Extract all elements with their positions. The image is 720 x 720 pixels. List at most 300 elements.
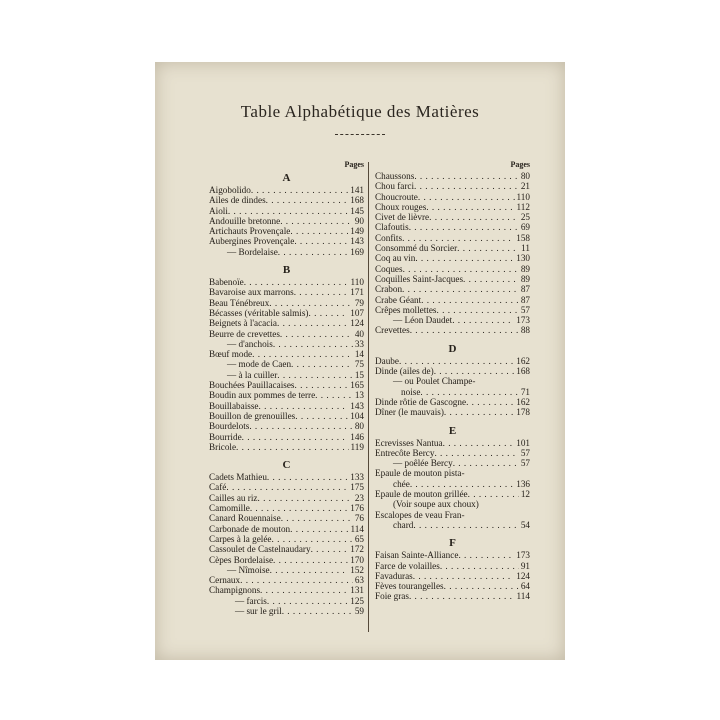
- page-number: 114: [350, 523, 364, 534]
- entry-name: Coq au vin: [375, 253, 416, 264]
- page-number: 87: [520, 294, 530, 305]
- page-number: 112: [516, 201, 530, 212]
- leader-dots: [443, 438, 515, 448]
- page-number: 59: [354, 605, 364, 616]
- leader-dots: [453, 458, 519, 468]
- page-number: 170: [350, 554, 364, 565]
- leader-dots: [294, 380, 348, 390]
- page-number: 63: [354, 575, 364, 586]
- index-entry: [375, 376, 530, 386]
- index-entry: [209, 359, 364, 369]
- leader-dots: [242, 432, 349, 442]
- page-number: 65: [354, 533, 364, 544]
- entry-name: Crêpes mollettes: [375, 304, 437, 315]
- page-number: 88: [520, 325, 530, 336]
- page-number: 125: [350, 595, 364, 606]
- page-number: 130: [516, 253, 530, 264]
- leader-dots: [415, 253, 514, 263]
- page-number: 15: [354, 369, 364, 380]
- index-entry: [375, 356, 530, 366]
- index-entry: [375, 561, 530, 571]
- book-page: [155, 62, 565, 660]
- leader-dots: [267, 596, 348, 606]
- page-number: 80: [354, 421, 364, 432]
- index-entry: [209, 544, 364, 554]
- page-number: [528, 510, 530, 520]
- leader-dots: [426, 202, 514, 212]
- leader-dots: [250, 503, 348, 513]
- leader-dots: [236, 442, 349, 452]
- entry-name: Cèpes Bordelaise: [209, 554, 274, 565]
- index-entry: [209, 318, 364, 328]
- index-entry: [209, 555, 364, 565]
- index-entry: [375, 489, 530, 499]
- page-number: 171: [350, 287, 364, 298]
- leader-dots: [403, 264, 519, 274]
- index-entry: [375, 448, 530, 458]
- index-entry: [209, 226, 364, 236]
- entry-name: Crevettes: [375, 325, 410, 336]
- entry-name: Cassoulet de Castelnaudary: [209, 544, 311, 555]
- entry-name: Coques: [375, 263, 403, 274]
- entry-name: Epaule de mouton pista-: [375, 468, 465, 479]
- index-entry: [209, 482, 364, 492]
- entry-name: Fèves tourangelles: [375, 581, 444, 592]
- page-number: 143: [350, 400, 364, 411]
- leader-dots: [272, 534, 353, 544]
- page-number: 23: [354, 492, 364, 503]
- page-number: 21: [520, 181, 530, 192]
- index-entry: [209, 339, 364, 349]
- page-number: 14: [354, 349, 364, 360]
- index-entry: [209, 206, 364, 216]
- entry-name: Artichauts Provençale: [209, 226, 291, 237]
- leader-dots: [260, 585, 348, 595]
- leader-dots: [418, 192, 515, 202]
- leader-dots: [440, 561, 519, 571]
- index-entry: [375, 458, 530, 468]
- section-letter: A: [282, 172, 291, 184]
- leader-dots: [244, 277, 349, 287]
- pages-header: Pages: [510, 160, 530, 169]
- page-number: 90: [354, 215, 364, 226]
- index-entry: [375, 284, 530, 294]
- leader-dots: [409, 591, 515, 601]
- leader-dots: [475, 376, 528, 386]
- leader-dots: [402, 233, 514, 243]
- page-number: 89: [520, 273, 530, 284]
- leader-dots: [458, 550, 514, 560]
- page-number: 143: [350, 236, 364, 247]
- index-entry: [375, 202, 530, 212]
- entry-name: Farce de volailles: [375, 560, 440, 571]
- index-entry: [209, 534, 364, 544]
- page-number: 175: [350, 482, 364, 493]
- entry-name: Aigobolido: [209, 185, 251, 195]
- leader-dots: [273, 339, 353, 349]
- index-entry: [375, 253, 530, 263]
- index-entry: [209, 390, 364, 400]
- index-entry: [375, 274, 530, 284]
- leader-dots: [468, 489, 519, 499]
- index-entry: [209, 349, 364, 359]
- page-number: 165: [350, 380, 364, 391]
- page-number: 176: [350, 503, 364, 514]
- entry-name: — mode de Caen: [227, 359, 292, 370]
- leader-dots: [266, 195, 349, 205]
- index-entry: [209, 308, 364, 318]
- index-entry: [209, 606, 364, 616]
- leader-dots: [315, 390, 353, 400]
- page-number: 76: [354, 513, 364, 524]
- entry-name: — sur le gril: [235, 605, 282, 616]
- index-entry: [209, 287, 364, 297]
- leader-dots: [452, 315, 514, 325]
- entry-name: Bouillon de grenouilles: [209, 410, 296, 421]
- index-entry: [209, 513, 364, 523]
- leader-dots: [414, 171, 519, 181]
- page-number: 124: [350, 318, 364, 329]
- page-number: 87: [520, 284, 530, 295]
- leader-dots: [267, 472, 348, 482]
- leader-dots: [434, 448, 518, 458]
- leader-dots: [273, 555, 348, 565]
- index-entry: [375, 181, 530, 191]
- index-entry: [209, 380, 364, 390]
- entry-name: Café: [209, 482, 227, 493]
- entry-name: Choucroute: [375, 191, 418, 202]
- entry-name: chard: [393, 519, 414, 530]
- index-entry: [209, 472, 364, 482]
- entry-name: — à la cuiller: [227, 369, 278, 380]
- leader-dots: [257, 493, 352, 503]
- entry-name: (Voir soupe aux choux): [393, 499, 479, 510]
- page-number: 91: [520, 560, 530, 571]
- index-entry: [375, 397, 530, 407]
- page-number: 69: [520, 222, 530, 233]
- leader-dots: [444, 407, 514, 417]
- index-entry: [375, 171, 530, 181]
- page-number: 79: [354, 297, 364, 308]
- entry-name: Escalopes de veau Fran-: [375, 509, 465, 520]
- leader-dots: [434, 366, 515, 376]
- page-number: 173: [516, 315, 530, 326]
- index-entry: [375, 264, 530, 274]
- leader-dots: [252, 349, 353, 359]
- entry-name: Chaussons: [375, 171, 415, 181]
- page-number: 25: [520, 212, 530, 223]
- leader-dots: [240, 575, 353, 585]
- entry-name: Favaduras: [375, 570, 413, 581]
- leader-dots: [226, 482, 348, 492]
- index-entry: [209, 216, 364, 226]
- page-number: 57: [520, 458, 530, 469]
- page-number: 146: [350, 431, 364, 442]
- leader-dots: [429, 212, 519, 222]
- index-entry: [375, 520, 530, 530]
- index-entry: [209, 329, 364, 339]
- entry-name: Civet de lièvre: [375, 212, 430, 223]
- entry-name: Cernaux: [209, 575, 241, 586]
- entry-name: Cadets Mathieu: [209, 472, 267, 483]
- index-entry: [375, 468, 530, 478]
- leader-dots: [463, 274, 519, 284]
- pages-header: Pages: [344, 160, 364, 169]
- page-number: 152: [350, 564, 364, 575]
- entry-name: Bourdelots: [209, 421, 250, 432]
- leader-dots: [420, 387, 518, 397]
- entry-name: Epaule de mouton grillée: [375, 489, 468, 500]
- page-number: 133: [350, 472, 364, 483]
- index-entry: [375, 438, 530, 448]
- entry-name: — farcis: [235, 595, 267, 606]
- entry-name: Beignets à l'acacia: [209, 318, 277, 329]
- leader-dots: [259, 401, 349, 411]
- page-number: 162: [516, 355, 530, 366]
- right-column: [375, 160, 530, 608]
- entry-name: noise: [401, 386, 421, 397]
- entry-name: Bœuf mode: [209, 349, 253, 360]
- left-column: [209, 160, 364, 622]
- index-entry: [209, 575, 364, 585]
- entry-name: Choux rouges: [375, 201, 427, 212]
- index-entry: [209, 298, 364, 308]
- leader-dots: [228, 206, 348, 216]
- index-entry: [209, 585, 364, 595]
- entry-name: Beau Ténébreux: [209, 297, 270, 308]
- entry-name: Beurre de crevettes: [209, 328, 280, 339]
- page-number: 131: [350, 585, 364, 596]
- index-entry: [209, 565, 364, 575]
- entry-name: Entrecôte Bercy: [375, 447, 435, 458]
- page-number: 40: [354, 328, 364, 339]
- entry-name: Daube: [375, 355, 399, 366]
- page-number: 75: [354, 359, 364, 370]
- leader-dots: [280, 216, 353, 226]
- index-entry: [209, 503, 364, 513]
- entry-name: Bouillabaisse: [209, 400, 259, 411]
- section-letter: B: [282, 264, 291, 277]
- entry-name: — d'anchois: [227, 338, 273, 349]
- index-entry: [209, 195, 364, 205]
- page-number: 80: [520, 171, 530, 181]
- entry-name: Babenoïe: [209, 277, 244, 288]
- leader-dots: [457, 243, 519, 253]
- page-number: 71: [520, 386, 530, 397]
- leader-dots: [413, 520, 518, 530]
- entry-name: Canard Rouennaise: [209, 513, 281, 524]
- leader-dots: [251, 185, 348, 195]
- entry-name: Ecrevisses Nantua: [375, 437, 443, 448]
- leader-dots: [282, 606, 353, 616]
- leader-dots: [437, 305, 519, 315]
- entry-name: Clafoutis: [375, 222, 409, 233]
- index-entry: [209, 524, 364, 534]
- index-entry: [209, 277, 364, 287]
- entry-name: — Nîmoise: [227, 564, 270, 575]
- page-number: 33: [354, 338, 364, 349]
- index-entry: [209, 421, 364, 431]
- leader-dots: [413, 571, 514, 581]
- index-entry: [375, 581, 530, 591]
- page-number: 89: [520, 263, 530, 274]
- index-entry: [209, 493, 364, 503]
- index-entry: [375, 407, 530, 417]
- leader-dots: [479, 499, 528, 509]
- leader-dots: [280, 329, 353, 339]
- leader-dots: [270, 565, 349, 575]
- section-letter: E: [448, 424, 457, 437]
- index-entry: [209, 370, 364, 380]
- page-number: 145: [350, 205, 364, 216]
- leader-dots: [290, 226, 348, 236]
- page-number: 54: [520, 519, 530, 530]
- leader-dots: [277, 370, 353, 380]
- page-number: [528, 499, 530, 509]
- entry-name: Faisan Sainte-Alliance: [375, 550, 459, 561]
- leader-dots: [465, 510, 528, 520]
- index-entry: [209, 432, 364, 442]
- index-entry: [375, 571, 530, 581]
- leader-dots: [249, 421, 352, 431]
- index-entry: [375, 315, 530, 325]
- page-number: 178: [516, 407, 530, 418]
- entry-name: Aubergines Provençale: [209, 236, 295, 247]
- entry-name: Dinde rôtie de Gascogne: [375, 396, 467, 407]
- index-entry: [375, 387, 530, 397]
- page-number: 11: [521, 243, 530, 254]
- leader-dots: [421, 295, 519, 305]
- page-number: 124: [516, 570, 530, 581]
- page-number: 119: [350, 441, 364, 452]
- entry-name: Aioli: [209, 205, 228, 216]
- entry-name: Cailles au riz: [209, 492, 258, 503]
- entry-name: — Bordelaise: [227, 246, 278, 257]
- page-number: 57: [520, 447, 530, 458]
- entry-name: Bourride: [209, 431, 242, 442]
- entry-name: Chou farci: [375, 181, 415, 192]
- leader-dots: [295, 411, 348, 421]
- page-number: 158: [516, 232, 530, 243]
- index-entry: [209, 236, 364, 246]
- page-number: 114: [516, 591, 530, 602]
- entry-name: Dinde (ailes de): [375, 366, 434, 377]
- leader-dots: [290, 524, 348, 534]
- entry-name: — poêlée Bercy: [393, 458, 453, 469]
- page-number: 64: [520, 581, 530, 592]
- page-number: 168: [350, 195, 364, 206]
- index-entry: [209, 401, 364, 411]
- entry-name: — ou Poulet Champe-: [393, 376, 476, 387]
- index-entry: [375, 591, 530, 601]
- column-divider: [368, 162, 369, 632]
- entry-name: Carbonade de mouton: [209, 523, 291, 534]
- entry-name: — Léon Daudet: [393, 315, 453, 326]
- page-number: 162: [516, 396, 530, 407]
- index-entry: [209, 185, 364, 195]
- page-number: 173: [516, 550, 530, 561]
- leader-dots: [402, 284, 519, 294]
- index-entry: [375, 295, 530, 305]
- index-entry: [375, 212, 530, 222]
- index-entry: [209, 442, 364, 452]
- index-entry: [375, 192, 530, 202]
- leader-dots: [281, 513, 353, 523]
- leader-dots: [309, 308, 349, 318]
- entry-name: Consommé du Sorcier: [375, 243, 458, 254]
- leader-dots: [269, 298, 353, 308]
- entry-name: Confits: [375, 232, 403, 243]
- leader-dots: [410, 325, 519, 335]
- entry-name: Coquilles Saint-Jacques: [375, 273, 464, 284]
- leader-dots: [291, 359, 353, 369]
- entry-name: Bécasses (véritable salmis): [209, 307, 309, 318]
- entry-name: Bricole: [209, 441, 237, 452]
- entry-name: Bouchées Pauillacaises: [209, 380, 295, 391]
- section-letter: C: [282, 459, 291, 472]
- title-rule: [335, 134, 385, 135]
- leader-dots: [399, 356, 514, 366]
- leader-dots: [294, 287, 349, 297]
- entry-name: Dîner (le mauvais): [375, 407, 444, 418]
- page-number: [528, 376, 530, 386]
- entry-name: Crabe Géant: [375, 294, 422, 305]
- index-entry: [375, 479, 530, 489]
- page-number: 169: [350, 246, 364, 257]
- index-entry: [375, 510, 530, 520]
- entry-name: Carpes à la gelée: [209, 533, 272, 544]
- page-number: 141: [350, 185, 364, 195]
- section-letter: F: [449, 537, 456, 550]
- index-entry: [375, 499, 530, 509]
- page-number: 136: [516, 478, 530, 489]
- page-number: 149: [350, 226, 364, 237]
- page-number: 110: [350, 277, 364, 288]
- index-entry: [209, 596, 364, 606]
- page-number: 110: [516, 191, 530, 202]
- entry-name: Crabon: [375, 284, 403, 295]
- index-entry: [375, 325, 530, 335]
- index-entry: [375, 366, 530, 376]
- leader-dots: [410, 479, 514, 489]
- page-number: 107: [350, 307, 364, 318]
- entry-name: Camomille: [209, 503, 250, 514]
- page-number: 12: [520, 489, 530, 500]
- leader-dots: [466, 397, 514, 407]
- index-entry: [209, 247, 364, 257]
- page-number: 168: [516, 366, 530, 377]
- entry-name: chée: [393, 478, 410, 489]
- index-entry: [375, 305, 530, 315]
- entry-name: Andouille bretonne: [209, 215, 281, 226]
- page-number: 13: [354, 390, 364, 401]
- index-entry: [375, 233, 530, 243]
- index-entry: [375, 243, 530, 253]
- entry-name: Champignons: [209, 585, 261, 596]
- page-number: 101: [516, 437, 530, 448]
- leader-dots: [294, 236, 348, 246]
- index-entry: [209, 411, 364, 421]
- page-number: 104: [350, 410, 364, 421]
- entry-name: Ailes de dindes: [209, 195, 266, 206]
- leader-dots: [409, 222, 519, 232]
- section-letter: D: [448, 342, 457, 355]
- entry-name: Bavaroise aux marrons: [209, 287, 294, 298]
- leader-dots: [277, 318, 348, 328]
- leader-dots: [444, 581, 519, 591]
- leader-dots: [465, 468, 528, 478]
- entry-name: Foie gras: [375, 591, 409, 602]
